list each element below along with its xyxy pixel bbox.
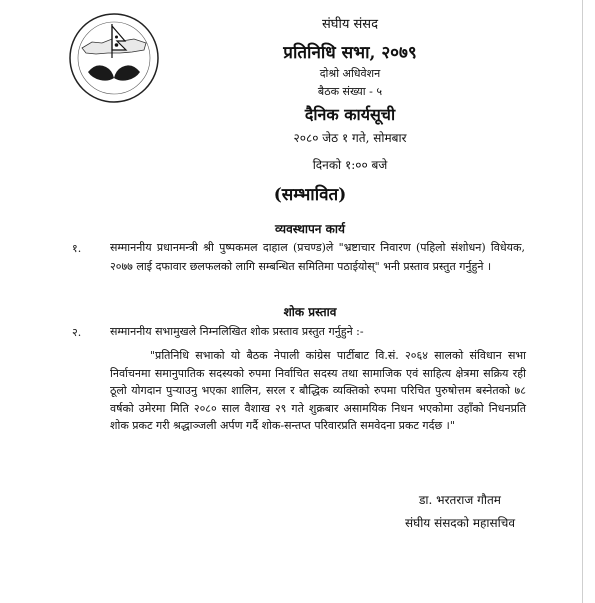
- status-label: (सम्भावित): [273, 185, 347, 205]
- item-number: १.: [72, 242, 82, 255]
- condolence-quote-text: "प्रतिनिधि सभाको यो बैठक नेपाली कांग्रेस पार्टीबाट वि.सं. २०६४ सालको संविधान सभा निर्वाचनमा समानुपातिक सदस्यको रुपमा निर्वाचित सदस्य तथा सामाजिक एवं साहित्य क्षेत्रमा सक्रिय रही ठूलो योगदान पुऱ्याउनु भएका शालिन, सरल र बौद्धिक व्यक्तिको रुपमा परिचित पुरुषोत्तम बस्नेतको ७८ वर्षको उमेरमा मिति २०८० साल वैशाख २९ गते शुक्रबार असामयिक निधन भएकोमा उहाँको निधनप्रति शोक प्रकट गरी श्रद्धाञ्जली अर्पण गर्दै शोक-सन्तप्त परिवारप्रति समवेदना प्रकट गर्दछ ।": [110, 349, 526, 432]
- agenda-title: दैनिक कार्यसूची: [304, 105, 396, 124]
- meeting-date: २०८० जेठ १ गते, सोमबार: [293, 131, 407, 145]
- house-title: प्रतिनिधि सभा, २०७९: [283, 43, 417, 63]
- signatory-name: डा. भरतराज गौतम: [419, 493, 501, 507]
- item-text: सम्माननीय सभामुखले निम्नलिखित शोक प्रस्ताव प्रस्तुत गर्नुहुने :-: [110, 325, 364, 338]
- office-name: संघीय संसद: [322, 17, 378, 32]
- item-text: सम्माननीय प्रधानमन्त्री श्री पुष्पकमल दाहाल (प्रचण्ड)ले "भ्रष्टाचार निवारण (पहिलो संशोधन) विधेयक, २०७७ लाई दफावार छलफलको लागि सम्बन्धित समितिमा पठाईयोस्" भनी प्रस्ताव प्रस्तुत गर्नुहुने ।: [110, 241, 525, 273]
- session-label: दोश्रो अधिवेशन: [319, 67, 381, 80]
- item-number: २.: [72, 326, 82, 339]
- section-title-condolence: शोक प्रस्ताव: [283, 305, 337, 319]
- meeting-time: दिनको १:०० बजे: [312, 158, 388, 172]
- page-edge-divider: [582, 0, 583, 603]
- signatory-title: संघीय संसदको महासचिव: [405, 516, 515, 530]
- condolence-quote: [110, 347, 526, 435]
- meeting-number: बैठक संख्या - ५: [317, 85, 383, 98]
- section-title-legislative: व्यवस्थापन कार्य: [275, 222, 345, 236]
